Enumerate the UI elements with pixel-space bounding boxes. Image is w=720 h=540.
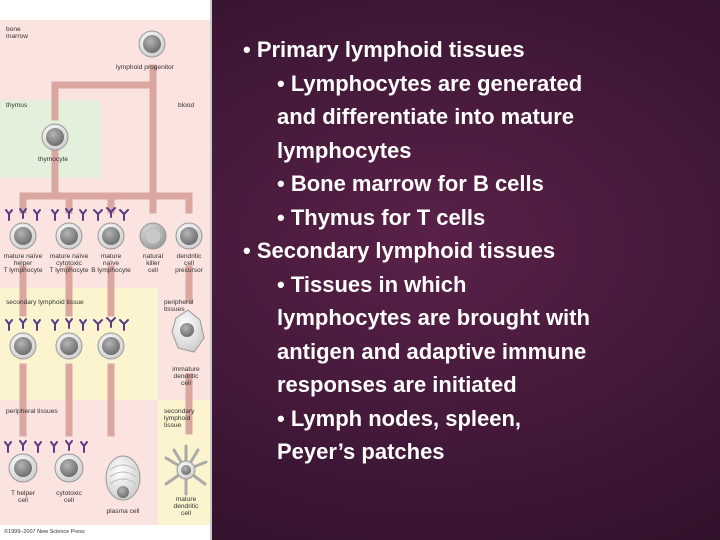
lymphocyte-development-figure (0, 0, 212, 540)
label-thymocyte: thymocyte (38, 156, 69, 163)
label-peripheral-tissues-1: peripheral tissues (164, 299, 194, 313)
label-thymus: thymus (6, 102, 28, 109)
bullet-heading: • Primary lymphoid tissues (243, 37, 525, 62)
bullet-list (243, 33, 703, 469)
label-mature-dendritic: mature dendritic cell (173, 496, 199, 517)
label-b-lymphocyte: mature naïve B lymphocyte (91, 253, 131, 274)
label-secondary-lymphoid-tissue: secondary lymphoid tissue (6, 299, 84, 306)
bullet-heading: • Secondary lymphoid tissues (243, 238, 556, 263)
label-cytotoxic-t: mature naïve cytotoxic T lymphocyte (49, 253, 89, 274)
label-blood: blood (178, 102, 195, 109)
label-lymphoid-progenitor: lymphoid progenitor (116, 64, 174, 71)
bullet-item: and differentiate into mature (277, 104, 575, 129)
lymphoid-progenitor-cell (139, 31, 165, 57)
bone-marrow-panel (0, 20, 210, 102)
label-t-helper: T helper cell (10, 490, 36, 504)
label-dendritic-precursor: dendritic cell precursor (175, 253, 203, 274)
bullet-item: • Bone marrow for B cells (277, 171, 544, 196)
bullet-item: antigen and adaptive immune (277, 338, 587, 364)
bullet-item: Peyer’s patches (277, 439, 445, 464)
bullet-item: • Tissues in which (277, 271, 467, 297)
label-plasma-cell: plasma cell (106, 508, 140, 515)
bullet-item: • Lymph nodes, spleen, (277, 405, 522, 431)
label-bone-marrow: bone marrow (6, 26, 28, 40)
label-secondary-lymphoid-tissue-2: secondary lymphoid tissue (164, 408, 195, 429)
bullet-item: lymphocytes are brought with (277, 305, 590, 330)
thymocyte-cell (42, 124, 68, 150)
bullet-item: responses are initiated (277, 372, 517, 397)
label-peripheral-tissues-2: peripheral tissues (6, 408, 58, 415)
label-cytotoxic: cytotoxic cell (56, 490, 82, 504)
bullet-item: • Thymus for T cells (277, 204, 486, 230)
label-helper-t: mature naïve helper T lymphocyte (3, 253, 43, 274)
bullet-item: • Lymphocytes are generated (277, 70, 583, 96)
label-immature-dendritic: immature dendritic cell (172, 366, 200, 387)
bullet-item: lymphocytes (277, 137, 412, 163)
figure-copyright: ©1999–2007 New Science Press (4, 529, 85, 535)
label-nk-cell: natural killer cell (142, 253, 164, 274)
